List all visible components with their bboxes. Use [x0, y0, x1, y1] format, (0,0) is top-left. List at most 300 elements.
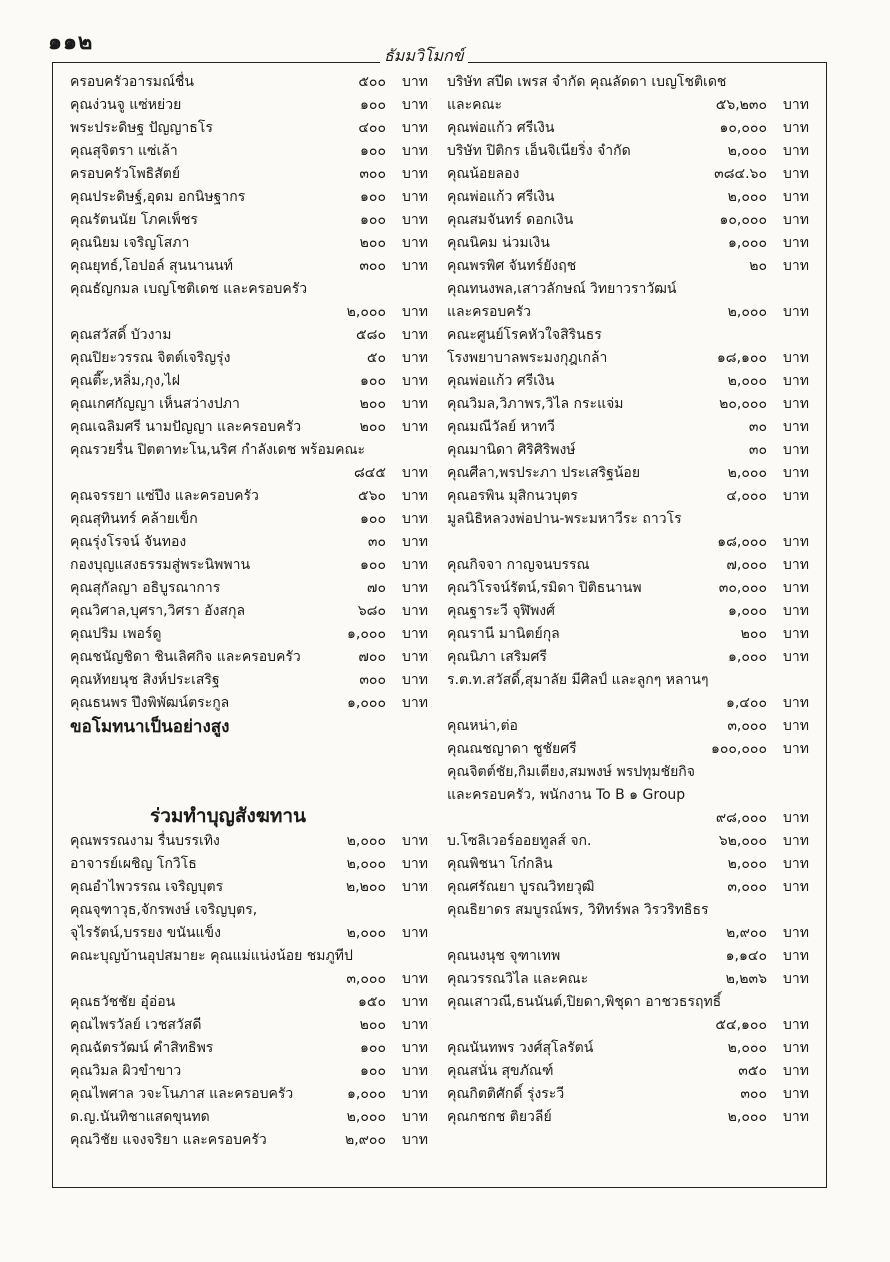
currency-unit: บาท: [402, 74, 428, 90]
donor-entry: [447, 71, 809, 94]
donor-entry: [70, 370, 428, 393]
donor-name: คุณนงนุช จุฑาเทพ: [447, 948, 561, 964]
donor-entry: [447, 738, 809, 761]
currency-unit: บาท: [402, 1017, 428, 1033]
donor-entry: [70, 71, 428, 94]
donor-entry: [70, 347, 428, 370]
currency-unit: บาท: [402, 672, 428, 688]
section-heading-text: ร่วมทำบุญสังฆทาน: [150, 805, 306, 827]
currency-unit: บาท: [402, 1086, 428, 1102]
currency-unit: บาท: [783, 442, 809, 458]
donor-name: คุณชนัญชิดา ชินเลิศกิจ และครอบครัว: [70, 649, 301, 665]
donation-amount: ๕๘๐: [356, 327, 386, 343]
currency-unit: บาท: [402, 212, 428, 228]
donor-name: คุณเฉลิมศรี นามปัญญา และครอบครัว: [70, 419, 302, 435]
donor-entry: [447, 577, 809, 600]
donation-amount: ๒,๐๐๐: [727, 189, 767, 205]
donor-entry: [447, 853, 809, 876]
currency-unit: บาท: [402, 971, 428, 987]
donor-name: โรงพยาบาลพระมงกุฎเกล้า: [447, 350, 608, 366]
donation-amount: ๓๐๐: [359, 258, 386, 274]
donation-amount: ๔,๐๐๐: [726, 488, 767, 504]
donation-amount: ๒,๐๐๐: [346, 856, 386, 872]
currency-unit: บาท: [783, 304, 809, 320]
donor-entry: [447, 1083, 809, 1106]
donor-name: และครอบครัว: [447, 304, 532, 320]
donor-name: คุณฉัตรวัฒน์ คำสิทธิพร: [70, 1040, 214, 1056]
donor-entry: [447, 232, 809, 255]
currency-unit: บาท: [402, 580, 428, 596]
donor-entry: [447, 669, 809, 692]
donor-entry: [70, 968, 428, 991]
donor-entry: [447, 1060, 809, 1083]
currency-unit: บาท: [783, 120, 809, 136]
donor-entry: [70, 393, 428, 416]
donor-entry: [447, 370, 809, 393]
donation-amount: ๑๕๐: [357, 994, 386, 1010]
currency-unit: บาท: [402, 143, 428, 159]
donation-amount: ๓,๐๐๐: [727, 718, 767, 734]
currency-unit: บาท: [402, 534, 428, 550]
donor-name: คุณวิโรจน์รัตน์,รมิดา ปิติธนานพ: [447, 580, 642, 596]
donor-name: คุณนิยม เจริญโสภา: [70, 235, 190, 251]
donation-amount: ๒,๒๓๖: [725, 971, 767, 987]
donation-amount: ๑๐๐: [360, 212, 386, 228]
donor-entry: [70, 1129, 428, 1152]
donor-name: ครอบครัวอารมณ์ชื่น: [70, 74, 195, 90]
donor-entry: [70, 1037, 428, 1060]
page-number: ๑๑๒: [48, 30, 94, 55]
currency-unit: บาท: [783, 1017, 809, 1033]
donor-entry: [447, 393, 809, 416]
currency-unit: บาท: [783, 879, 809, 895]
donor-name: คุณณชญาดา ชูชัยศรี: [447, 741, 577, 757]
donation-amount: ๓๐๐: [740, 1086, 767, 1102]
currency-unit: บาท: [402, 626, 428, 642]
donor-name: คุณนิภา เสริมศรี: [447, 649, 547, 665]
donor-entry: [70, 945, 428, 968]
donor-entry: [70, 278, 428, 301]
donor-name: คุณมานิดา ศิริศิริพงษ์: [447, 442, 576, 458]
donor-name: คุณศีลา,พรประภา ประเสริฐน้อย: [447, 465, 641, 481]
donation-amount: ๕๖,๒๓๐: [715, 97, 767, 113]
donor-entry: [70, 577, 428, 600]
donor-entry: [70, 232, 428, 255]
donor-name: คุณเกศกัญญา เห็นสว่างปภา: [70, 396, 240, 412]
donor-name: คุณรานี มานิตย์กุล: [447, 626, 560, 642]
donation-amount: ๓๐,๐๐๐: [718, 580, 767, 596]
donor-entry: [70, 508, 428, 531]
currency-unit: บาท: [783, 373, 809, 389]
currency-unit: บาท: [402, 488, 428, 504]
donor-entry: [447, 623, 809, 646]
donor-entry: [70, 462, 428, 485]
spacer: [70, 741, 428, 764]
donor-name: คุณวิศาล,บุศรา,วิศรา อังสกุล: [70, 603, 246, 619]
donation-amount: ๗๐๐: [358, 649, 386, 665]
currency-unit: บาท: [783, 1063, 809, 1079]
currency-unit: บาท: [783, 557, 809, 573]
donation-amount: ๑๐๐: [360, 1040, 386, 1056]
donor-entry: [70, 140, 428, 163]
donor-entry: [70, 669, 428, 692]
donation-amount: ๓,๐๐๐: [727, 879, 767, 895]
currency-unit: บาท: [402, 304, 428, 320]
currency-unit: บาท: [783, 465, 809, 481]
donor-entry: [447, 830, 809, 853]
currency-unit: บาท: [402, 235, 428, 251]
donor-name: คุณไพศาล วจะโนภาส และครอบครัว: [70, 1086, 294, 1102]
currency-unit: บาท: [783, 810, 809, 826]
donor-entry: [70, 1083, 428, 1106]
donor-name: คุณรัตนนัย โภคเพ็ชร: [70, 212, 198, 228]
donor-name: คุณสวัสดิ์ บัวงาม: [70, 327, 172, 343]
donation-amount: ๓๐๐: [359, 672, 386, 688]
donation-amount: ๒,๐๐๐: [727, 465, 767, 481]
donor-entry: [447, 600, 809, 623]
currency-unit: บาท: [783, 534, 809, 550]
donor-entry: [70, 94, 428, 117]
donation-amount: ๑,๐๐๐: [347, 626, 386, 642]
donation-amount: ๒๐๐: [359, 235, 386, 251]
currency-unit: บาท: [783, 695, 809, 711]
donor-name: คุณวรรณวิไล และคณะ: [447, 971, 589, 987]
donor-name: บริษัท สปีด เพรส จำกัด คุณลัดดา เบญโชติเดช: [447, 74, 727, 90]
donor-entry: [447, 278, 809, 301]
donor-entry: [447, 807, 809, 830]
donor-entry: [447, 439, 809, 462]
donor-name: คุณยุทธ์,โอปอล์ สุนนานนท์: [70, 258, 233, 274]
currency-unit: บาท: [783, 718, 809, 734]
donor-name: คุณรวยรื่น ปิตตาทะโน,นริศ กำลังเดช พร้อมคณะ: [70, 442, 365, 458]
donation-amount: ๒,๐๐๐: [346, 833, 386, 849]
donor-entry: [447, 922, 809, 945]
donation-amount: ๑,๔๐๐: [725, 695, 767, 711]
currency-unit: บาท: [783, 603, 809, 619]
donor-name: อาจารย์เผชิญ โกวิโธ: [70, 856, 197, 872]
currency-unit: บาท: [783, 925, 809, 941]
currency-unit: บาท: [402, 649, 428, 665]
donation-amount: ๕๐: [366, 350, 386, 366]
donor-entry: [447, 140, 809, 163]
currency-unit: บาท: [783, 649, 809, 665]
donation-amount: ๒,๐๐๐: [346, 1109, 386, 1125]
donor-name: คุณไพรวัลย์ เวชสวัสดี: [70, 1017, 202, 1033]
currency-unit: บาท: [402, 603, 428, 619]
donor-name: คุณสนั่น สุขภัณฑ์: [447, 1063, 554, 1079]
currency-unit: บาท: [783, 741, 809, 757]
currency-unit: บาท: [402, 994, 428, 1010]
donation-amount: ๑,๐๐๐: [728, 603, 767, 619]
donor-entry: [447, 117, 809, 140]
donation-amount: ๒,๐๐๐: [727, 373, 767, 389]
currency-unit: บาท: [783, 235, 809, 251]
currency-unit: บาท: [783, 396, 809, 412]
donation-amount: ๒,๐๐๐: [346, 304, 386, 320]
donor-entry: [70, 485, 428, 508]
currency-unit: บาท: [783, 212, 809, 228]
donor-name: คุณทนงพล,เสาวลักษณ์ วิทยาวราวัฒน์: [447, 281, 677, 297]
donor-name: คุณธิยาดร สมบูรณ์พร, วิทิทร์พล วิรวริทธิธร: [447, 902, 709, 918]
donor-entry: [70, 1106, 428, 1129]
donation-amount: ๒,๐๐๐: [727, 1109, 767, 1125]
donor-name: คุณตี๊ะ,หลิ่ม,กุง,ไฝ: [70, 373, 180, 389]
donor-entry: [70, 117, 428, 140]
donation-amount: ๔๐๐: [358, 120, 386, 136]
donation-amount: ๑๐๐: [360, 373, 386, 389]
donor-entry: [447, 416, 809, 439]
donor-entry: [70, 554, 428, 577]
donor-entry: [447, 255, 809, 278]
donor-name: คุณนันทพร วงศ์สุโลรัตน์: [447, 1040, 594, 1056]
donor-name: คุณสุกัลญา อธิบูรณาการ: [70, 580, 221, 596]
donor-name: คุณกิตติศักดิ์ รุ่งระวี: [447, 1086, 565, 1102]
donor-name: คุณกิจจา กาญจนบรรณ: [447, 557, 590, 573]
currency-unit: บาท: [402, 166, 428, 182]
donation-amount: ๒๐๐: [359, 1017, 386, 1033]
donor-entry: [447, 485, 809, 508]
donation-amount: ๑,๐๐๐: [347, 1086, 386, 1102]
donor-name: คุณธัญกมล เบญโชติเดช และครอบครัว: [70, 281, 308, 297]
donor-entry: [447, 1037, 809, 1060]
donor-name: คุณพิชนา โก๋กลิน: [447, 856, 553, 872]
currency-unit: บาท: [402, 833, 428, 849]
donation-amount: ๓,๐๐๐: [346, 971, 386, 987]
currency-unit: บาท: [402, 511, 428, 527]
donor-name: คุณวิชัย แจงจริยา และครอบครัว: [70, 1132, 267, 1148]
left-donor-column: [70, 71, 428, 1152]
donor-name: คุณวิมล,วิภาพร,วิไล กระแจ่ม: [447, 396, 624, 412]
donor-entry: [447, 1014, 809, 1037]
donor-name: คุณปริม เพอร์ดู: [70, 626, 162, 642]
donor-name: คุณฐาระวี จุฬิพงศ์: [447, 603, 556, 619]
currency-unit: บาท: [783, 350, 809, 366]
donor-name: คุณพรรณงาม รื่นบรรเทิง: [70, 833, 220, 849]
page-header-title: ธัมมวิโมกข์: [380, 44, 468, 69]
donor-name: คุณรุ่งโรจน์ จันทอง: [70, 534, 187, 550]
currency-unit: บาท: [402, 350, 428, 366]
currency-unit: บาท: [402, 1109, 428, 1125]
currency-unit: บาท: [783, 258, 809, 274]
donor-name: คุณปิยะวรรณ จิตต์เจริญรุ่ง: [70, 350, 231, 366]
currency-unit: บาท: [402, 1063, 428, 1079]
donor-name: คุณวิมล ผิวขำขาว: [70, 1063, 182, 1079]
donor-name: มูลนิธิหลวงพ่อปาน-พระมหาวีระ ถาวโร: [447, 511, 682, 527]
donor-entry: [70, 531, 428, 554]
currency-unit: บาท: [783, 189, 809, 205]
donation-amount: ๒,๐๐๐: [727, 304, 767, 320]
donor-entry: [70, 876, 428, 899]
donor-name: กองบุญแสงธรรมสู่พระนิพพาน: [70, 557, 251, 573]
donor-entry: [70, 830, 428, 853]
donor-entry: [70, 623, 428, 646]
donor-name: คุณธนพร ปึงพิพัฒน์ตระกูล: [70, 695, 230, 711]
currency-unit: บาท: [402, 189, 428, 205]
currency-unit: บาท: [402, 465, 428, 481]
donation-amount: ๒๐๐: [359, 419, 386, 435]
spacer: [70, 764, 428, 804]
currency-unit: บาท: [783, 166, 809, 182]
donor-name: คุณอรพิน มุสิกนวบุตร: [447, 488, 578, 504]
donation-amount: ๑,๑๔๐: [725, 948, 767, 964]
donation-amount: ๗,๐๐๐: [726, 557, 767, 573]
donor-name: คุณน้อยลอง: [447, 166, 520, 182]
donor-name: และคณะ: [447, 97, 502, 113]
currency-unit: บาท: [402, 925, 428, 941]
donation-amount: ๑๐๐: [360, 1063, 386, 1079]
donation-amount: ๒,๐๐๐: [727, 856, 767, 872]
donor-entry: [447, 301, 809, 324]
donation-amount: ๒๐,๐๐๐: [719, 396, 767, 412]
currency-unit: บาท: [402, 120, 428, 136]
donor-entry: [447, 531, 809, 554]
donation-amount: ๒,๐๐๐: [346, 925, 386, 941]
currency-unit: บาท: [402, 1040, 428, 1056]
donor-entry: [447, 899, 809, 922]
currency-unit: บาท: [402, 695, 428, 711]
donor-name: จุไรรัตน์,บรรยง ขนันแข็ง: [70, 925, 221, 941]
currency-unit: บาท: [402, 1132, 428, 1148]
right-donor-column: [447, 71, 809, 1129]
donor-entry: [70, 922, 428, 945]
donor-name: พระประดิษฐ ปัญญาธโร: [70, 120, 213, 136]
currency-unit: บาท: [402, 419, 428, 435]
currency-unit: บาท: [783, 580, 809, 596]
donation-amount: ๓๐: [748, 442, 767, 458]
currency-unit: บาท: [402, 856, 428, 872]
donation-amount: ๕๔,๑๐๐: [715, 1017, 767, 1033]
donor-entry: [70, 646, 428, 669]
donor-name: คุณสุทินทร์ คล้ายเข็ก: [70, 511, 198, 527]
donor-entry: [447, 761, 809, 784]
donor-entry: [447, 968, 809, 991]
donor-entry: [70, 209, 428, 232]
donor-entry: [447, 784, 809, 807]
donor-name: คุณสุจิตรา แซ่เล้า: [70, 143, 178, 159]
donor-name: คุณหน่า,ต่อ: [447, 718, 518, 734]
donation-amount: ๑๐๐: [360, 97, 386, 113]
donation-amount: ๒๐: [749, 258, 767, 274]
donation-amount: ๙๘,๐๐๐: [715, 810, 767, 826]
donation-amount: ๒๐๐: [359, 396, 386, 412]
donation-amount: ๓๐: [748, 419, 767, 435]
donation-amount: ๑๐,๐๐๐: [719, 120, 767, 136]
donation-amount: ๒,๐๐๐: [727, 1040, 767, 1056]
donation-amount: ๓๘๔.๖๐: [714, 166, 767, 182]
donor-name: บ.โซลิเวอร์ออยทูลส์ จก.: [447, 833, 592, 849]
donation-amount: ๑,๐๐๐: [728, 235, 767, 251]
donor-entry: [447, 554, 809, 577]
section-heading: [70, 715, 428, 741]
donor-entry: [70, 1060, 428, 1083]
section-heading: [70, 804, 428, 830]
donor-entry: [447, 508, 809, 531]
donor-entry: [70, 255, 428, 278]
donation-amount: ๓๐: [367, 534, 386, 550]
currency-unit: บาท: [402, 373, 428, 389]
donor-entry: [70, 853, 428, 876]
donation-amount: ๑๐๐,๐๐๐: [710, 741, 767, 757]
donor-name: คณะบุญบ้านอุปสมายะ คุณแม่แน่งน้อย ชมภูทีป: [70, 948, 353, 964]
donor-entry: [70, 416, 428, 439]
donor-name: คุณง่วนจู แซ่หย่วย: [70, 97, 182, 113]
donation-amount: ๑๐๐: [360, 143, 386, 159]
section-heading-text: ขอโมทนาเป็นอย่างสูง: [70, 717, 230, 737]
currency-unit: บาท: [783, 97, 809, 113]
donor-entry: [447, 163, 809, 186]
currency-unit: บาท: [402, 327, 428, 343]
donor-entry: [447, 186, 809, 209]
currency-unit: บาท: [783, 856, 809, 872]
donor-name: ร.ต.ท.สวัสดิ์,สุมาลัย มีศิลป์ และลูกๆ หลานๆ: [447, 672, 709, 688]
donor-entry: [447, 945, 809, 968]
donation-amount: ๒,๒๐๐: [346, 879, 386, 895]
donation-amount: ๕๐๐: [358, 74, 386, 90]
donation-amount: ๑๐๐: [360, 511, 386, 527]
donor-entry: [447, 1106, 809, 1129]
currency-unit: บาท: [402, 258, 428, 274]
donor-name: คุณพรพิศ จันทร์ยังฤช: [447, 258, 577, 274]
donor-entry: [70, 899, 428, 922]
donor-name: คุณกชกช ติยวลีย์: [447, 1109, 552, 1125]
donor-entry: [447, 692, 809, 715]
donation-amount: ๖๘๐: [357, 603, 386, 619]
donation-amount: ๘๔๕: [354, 465, 386, 481]
currency-unit: บาท: [402, 879, 428, 895]
donor-entry: [70, 991, 428, 1014]
donor-entry: [70, 600, 428, 623]
currency-unit: บาท: [402, 97, 428, 113]
donor-name: คุณสมจันทร์ ดอกเงิน: [447, 212, 574, 228]
donor-entry: [447, 646, 809, 669]
donor-name: คุณประดิษฐ์,อุดม อกนิษฐากร: [70, 189, 246, 205]
donation-amount: ๒,๙๐๐: [725, 925, 767, 941]
currency-unit: บาท: [783, 1086, 809, 1102]
donor-entry: [70, 324, 428, 347]
donor-entry: [447, 209, 809, 232]
donation-amount: ๒,๐๐๐: [727, 143, 767, 159]
donor-name: ครอบครัวโพธิสัตย์: [70, 166, 181, 182]
donor-entry: [447, 94, 809, 117]
donor-name: คุณหัทยนุช สิงห์ประเสริฐ: [70, 672, 220, 688]
donation-amount: ๑,๐๐๐: [347, 695, 386, 711]
currency-unit: บาท: [783, 143, 809, 159]
donation-amount: ๑,๐๐๐: [728, 649, 767, 665]
donation-amount: ๒,๙๐๐: [344, 1132, 386, 1148]
donation-amount: ๑๐๐: [360, 557, 386, 573]
donor-name: บริษัท ปิติกร เอ็นจิเนียริ่ง จำกัด: [447, 143, 631, 159]
currency-unit: บาท: [783, 1040, 809, 1056]
donor-name: คุณพ่อแก้ว ศรีเงิน: [447, 373, 555, 389]
donor-name: คุณอำไพวรรณ เจริญบุตร: [70, 879, 224, 895]
donor-entry: [70, 301, 428, 324]
donor-entry: [447, 324, 809, 347]
currency-unit: บาท: [783, 948, 809, 964]
currency-unit: บาท: [783, 488, 809, 504]
donor-entry: [447, 876, 809, 899]
donation-amount: ๑๐๐: [360, 189, 386, 205]
currency-unit: บาท: [783, 1109, 809, 1125]
donor-entry: [70, 186, 428, 209]
donor-entry: [70, 163, 428, 186]
donor-name: คุณพ่อแก้ว ศรีเงิน: [447, 189, 555, 205]
donor-entry: [447, 715, 809, 738]
donor-name: คุณมณีวัลย์ หาทวี: [447, 419, 555, 435]
donor-name: คุณจิตต์ชัย,กิมเตียง,สมพงษ์ พรปทุมชัยกิจ: [447, 764, 695, 780]
donation-amount: ๓๐๐: [359, 166, 386, 182]
currency-unit: บาท: [783, 419, 809, 435]
currency-unit: บาท: [783, 833, 809, 849]
